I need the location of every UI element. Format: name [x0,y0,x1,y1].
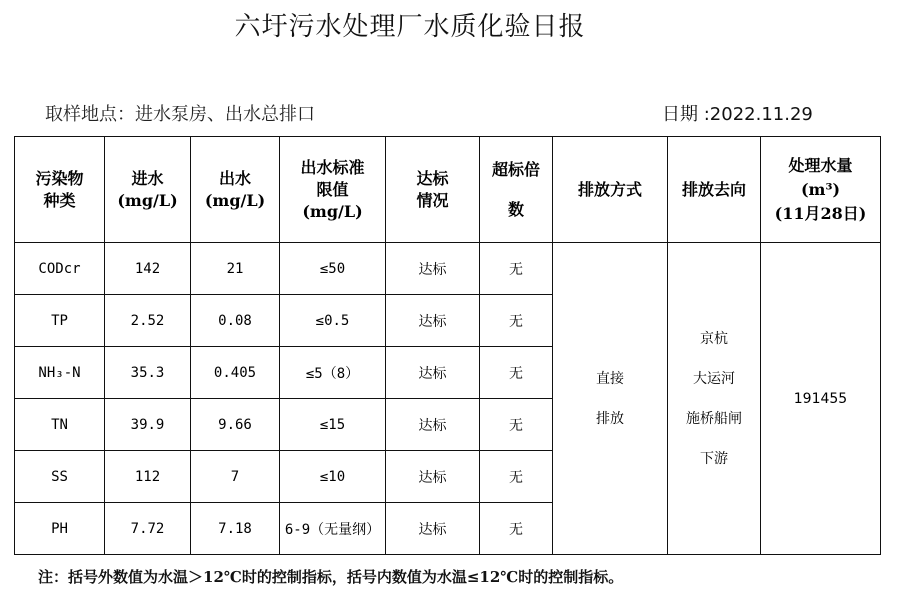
cell-pollutant: TP [15,295,105,347]
water-quality-table [14,136,881,555]
cell-standard: ≤0.5 [280,295,386,347]
header-pollutant: 污染物 种类 [15,137,105,243]
cell-inflow: 142 [105,243,191,295]
cell-compliance: 达标 [386,451,480,503]
cell-outflow: 21 [191,243,280,295]
footnote: 注：括号外数值为水温＞12℃时的控制指标，括号内数值为水温≤12℃时的控制指标。 [38,568,624,586]
cell-compliance: 达标 [386,503,480,555]
cell-pollutant: TN [15,399,105,451]
cell-inflow: 2.52 [105,295,191,347]
cell-compliance: 达标 [386,399,480,451]
report-date: 日期 :2022.11.29 [662,104,813,125]
cell-compliance: 达标 [386,295,480,347]
table-row [15,243,881,295]
cell-inflow: 112 [105,451,191,503]
cell-standard: ≤10 [280,451,386,503]
cell-pollutant: NH₃-N [15,347,105,399]
header-inflow: 进水 (mg/L) [105,137,191,243]
header-discharge-method: 排放方式 [553,137,668,243]
cell-exceed: 无 [480,347,553,399]
cell-outflow: 0.08 [191,295,280,347]
header-row [15,137,881,243]
cell-outflow: 7 [191,451,280,503]
sampling-location: 取样地点：进水泵房、出水总排口 [45,104,315,125]
header-outflow: 出水 (mg/L) [191,137,280,243]
cell-standard: ≤5（8） [280,347,386,399]
cell-standard: ≤50 [280,243,386,295]
cell-pollutant: PH [15,503,105,555]
header-volume: 处理水量 (m³) (11月28日) [761,137,881,243]
cell-exceed: 无 [480,399,553,451]
cell-outflow: 7.18 [191,503,280,555]
cell-standard: ≤15 [280,399,386,451]
cell-exceed: 无 [480,451,553,503]
cell-pollutant: SS [15,451,105,503]
cell-discharge-destination: 京杭 大运河 施桥船闸 下游 [668,243,761,555]
cell-compliance: 达标 [386,243,480,295]
cell-standard: 6-9（无量纲） [280,503,386,555]
cell-inflow: 7.72 [105,503,191,555]
header-exceed: 超标倍 数 [480,137,553,243]
cell-exceed: 无 [480,243,553,295]
cell-compliance: 达标 [386,347,480,399]
header-discharge-destination: 排放去向 [668,137,761,243]
report-title: 六圩污水处理厂水质化验日报 [234,12,586,42]
cell-outflow: 0.405 [191,347,280,399]
cell-exceed: 无 [480,503,553,555]
cell-discharge-method: 直接 排放 [553,243,668,555]
header-compliance: 达标 情况 [386,137,480,243]
cell-inflow: 35.3 [105,347,191,399]
cell-outflow: 9.66 [191,399,280,451]
cell-treated-volume: 191455 [761,243,881,555]
cell-pollutant: CODcr [15,243,105,295]
cell-inflow: 39.9 [105,399,191,451]
cell-exceed: 无 [480,295,553,347]
header-standard: 出水标准 限值 (mg/L) [280,137,386,243]
